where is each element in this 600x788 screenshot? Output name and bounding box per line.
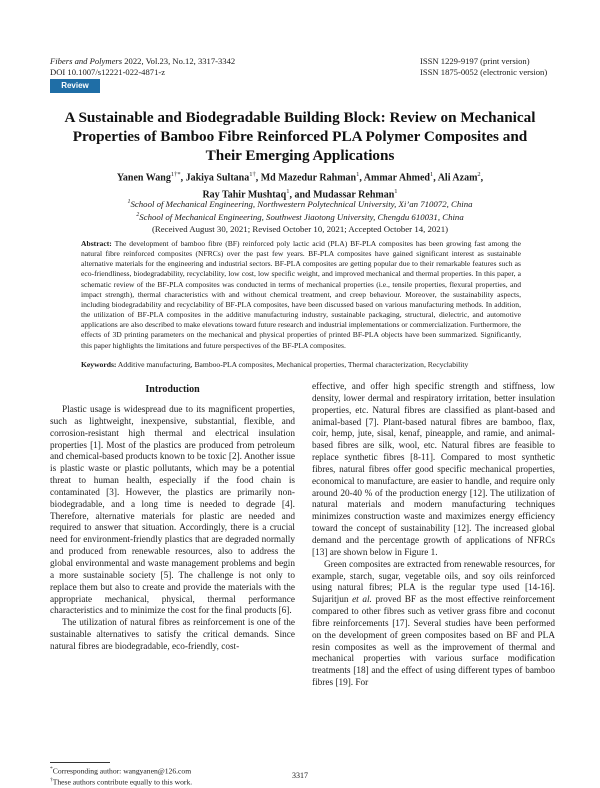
- author-sup: 1: [430, 171, 434, 178]
- author-name: Yanen Wang: [116, 172, 171, 184]
- paragraph: The utilization of natural fibres as reinforcement is one of the sustainable alternatives to satisfy the critical demands. Since natural fibres are biodegradable, eco-friendly, cost-: [50, 618, 295, 652]
- doi[interactable]: DOI 10.1007/s12221-022-4871-z: [50, 67, 166, 77]
- title-line-1: A Sustainable and Biodegradable Building Block: Review on Mechanical: [64, 109, 536, 126]
- author-list: Yanen Wang$^{1\dagger*}$, Jakiya Sultana$^{1\dagger}$, Md Mazedur Rahman$^1$, Ammar Ahmed$^1$, Ali Azam$^2$, Ray Tahir Mushtaq$^1$, and Mudassar Rehman$^1$: [116, 171, 484, 201]
- paragraph: Plastic usage is widespread due to its magnificent properties, such as lightweight, inexpensive, substantial, flexible, and corrosion-resistant high thermal and electrical insulation properties [1]. Most of the plastics are produced from petroleum and chemical-based products known to be toxic [2]. Another issue is plastic waste or plastic pollutants, which may be a potential threat to human health, especially if the food chain is contaminated [3]. However, the plastics are primarily non-biodegradable, and a long time is needed to degrade [4]. Therefore, alternative materials for plastic are needed and required to answer that situation. Accordingly, there is a crucial need for environment-friendly plastics that are degraded normally and produced from renewable resources, also to address the global environmental and waste management problems and begin a more sustainable society [5]. The challenge is not only to replace them but also to create and provide the materials with the appropriate mechanical, physical, thermal performance characteristics and to minimize the cost for the final products [6].: [50, 405, 295, 617]
- author-name: Ali Azam: [437, 172, 478, 184]
- title-line-2: Properties of Bamboo Fibre Reinforced PLA Polymer Composites and: [72, 128, 528, 145]
- journal-volume: 2022, Vol.23, No.12, 3317-3342: [124, 56, 236, 66]
- article-dates: (Received August 30, 2021; Revised October 10, 2021; Accepted October 14, 2021): [151, 223, 449, 234]
- journal-citation: [50, 56, 235, 67]
- keywords-text: Additive manufacturing, Bamboo-PLA composites, Mechanical properties, Thermal characterization, Recyclability: [117, 360, 469, 369]
- author-name: Ammar Ahmed: [363, 172, 430, 184]
- author-sup: 1: [394, 188, 398, 196]
- article-title: [60, 108, 540, 165]
- abstract: [81, 239, 521, 351]
- issn-electronic: ISSN 1875-0052 (electronic version): [420, 67, 548, 77]
- issn-print: ISSN 1229-9197 (print version): [420, 56, 530, 66]
- affiliation-1: School of Mechanical Engineering, Northwestern Polytechnical University, Xi’an 710072, China: [130, 198, 473, 209]
- author-sup: 1†*: [170, 171, 181, 178]
- abstract-label: Abstract:: [81, 239, 112, 248]
- abstract-text: The development of bamboo fibre (BF) reinforced poly lactic acid (PLA) BF-PLA composites has been growing fast among the natural fibre reinforced composites (NFRCs) over the past few years. BF-PLA composites have gained significant interest as sustainable alternative materials for the engineering and industrial sectors. BF-PLA composites are getting popular due to their remarkable features such as eco-friendliness, biodegradability, recyclability, low cost, low specific weight, and improved mechanical and thermal properties. In this paper, a schematic review of the BF-PLA composites was conducted in terms of mechanical properties (i.e., tensile properties, flexural properties, and impact strength), thermal characteristics with and without chemical treatment, and creep behaviour. Moreover, the sustainability aspects, including biodegradability and recyclability of BF-PLA composites, have been discussed based on various manufacturing methods. In addition, the utilization of BF-PLA composites in the additive manufacturing industry, sustainable packaging, structural, dielectric, and automotive applications are also described to make elevations toward future research and industrial implementations or commercialization. Furthermore, the effects of 3D printing parameters on the mechanical and physical properties of printed BF-PLA objects have been summarized. Significantly, this paper highlights the limitations and future perspectives of the BF-PLA composites.: [81, 239, 521, 350]
- author-name: Jakiya Sultana: [185, 172, 250, 184]
- author-name: Md Mazedur Rahman: [260, 172, 357, 184]
- body-column-left: [50, 405, 295, 654]
- author-name: Mudassar Rehman: [313, 189, 395, 201]
- page-number: 3317: [292, 771, 308, 780]
- body-column-right: [312, 382, 555, 690]
- review-badge: Review: [50, 79, 100, 93]
- footnote-corresponding: *Corresponding author: wangyanen@126.com: [50, 766, 192, 776]
- footnote-rule: [50, 762, 110, 763]
- title-line-3: Their Emerging Applications: [205, 147, 395, 164]
- author-sup: 1†: [249, 171, 256, 178]
- keywords: [81, 360, 521, 370]
- author-sup: 2: [477, 171, 481, 178]
- section-heading-introduction: Introduction: [145, 384, 200, 395]
- journal-name: Fibers and Polymers: [50, 56, 123, 66]
- affiliations: $^1$School of Mechanical Engineering, Northwestern Polytechnical University, Xi’an 710072, China $^2$School of Mechanical Engineering, Southwest Jiaotong University, Chengdu 610031, China (Received August 30, 2021; Revised October 10, 2021; Accepted October 14, 2021): [60, 197, 540, 235]
- author-sup: 1: [286, 188, 290, 196]
- paragraph: effective, and offer high specific strength and stiffness, low density, lower dermal and respiratory irritation, better insulation properties, etc. Natural fibres are classified as plant-based and animal-based [7]. Plant-based natural fibres are bamboo, flax, coir, hemp, jute, sisal, kenaf, pineapple, and ramie, and animal-based fibres are silk, wool, etc. Natural fibres are feasible to replace synthetic fibres [8-11]. Compared to most synthetic fibres, natural fibres offer good specific mechanical properties, economical to manufacture, are easier to handle, and require only around 20-40 % of the production energy [12]. The utilization of natural materials and modern manufacturing techniques minimizes construction waste and maximizes energy efficiency toward the concept of sustainability [12]. The increased global demand and the percentage growth of applications of NFRCs [13] are shown below in Figure 1.: [312, 382, 555, 558]
- author-sup: 1: [356, 171, 360, 178]
- keywords-label: Keywords:: [81, 360, 117, 369]
- footnote-contribution: †These authors contribute equally to this work.: [50, 777, 193, 787]
- affiliation-2: School of Mechanical Engineering, Southwest Jiaotong University, Chengdu 610031, China: [139, 212, 464, 223]
- author-name: Ray Tahir Mushtaq: [202, 189, 287, 201]
- paragraph: Green composites are extracted from renewable resources, for example, starch, sugar, vegetable oils, and soy oils reinforced using natural fibres; PLA is the regular type used [14-16]. Sujaritjun et al. proved BF as the most effective reinforcement compared to other fibres such as vetiver grass fibre and coconut fibre reinforcements [17]. Several studies have been performed on the development of green composites based on BF and PLA resin composites as well as the improvement of thermal and mechanical properties with various surface modification treatments [18] and the effect of using different types of bamboo fibres [19]. For: [312, 559, 555, 689]
